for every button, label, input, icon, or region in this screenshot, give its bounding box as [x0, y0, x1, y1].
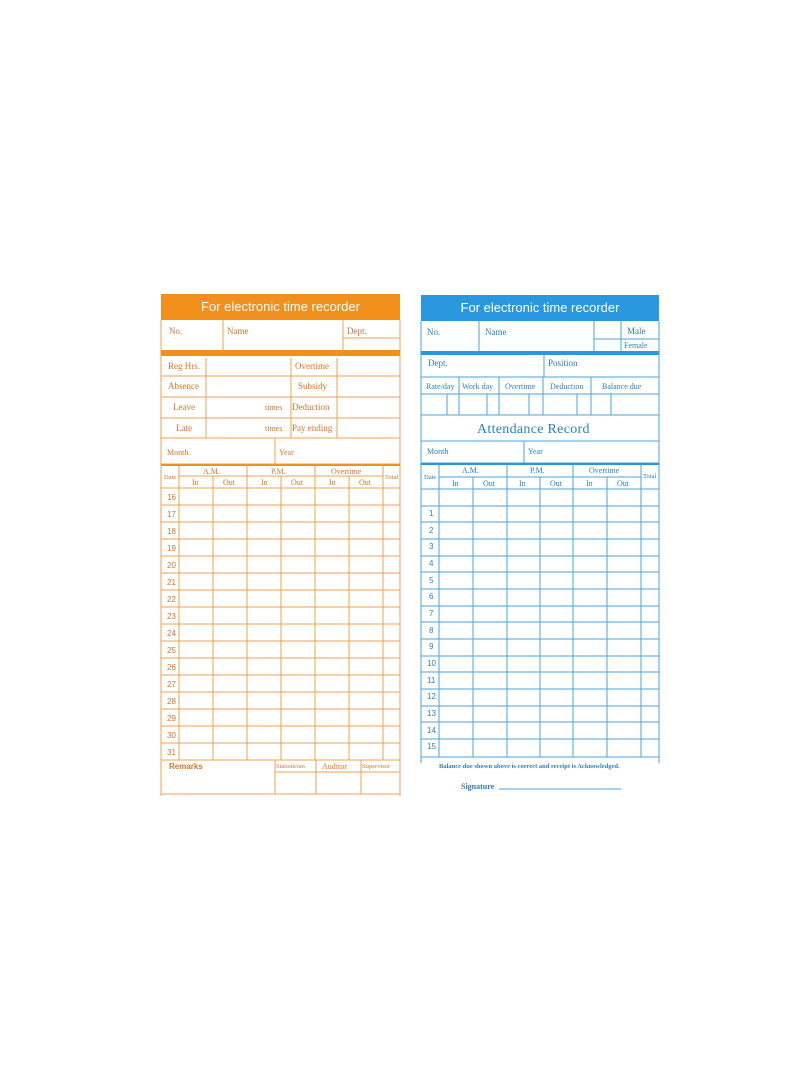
date-label: 20 — [167, 561, 176, 570]
pm-header: P.M. — [530, 466, 545, 475]
rate-day-label: Rate/day — [426, 382, 455, 391]
am-header: A.M. — [462, 466, 479, 475]
date-label: 24 — [167, 629, 176, 638]
deduction-label: Deduction — [292, 402, 330, 412]
leave-label: Leave — [173, 402, 195, 412]
time-card-blue — [421, 295, 659, 795]
remarks-label: Remarks — [169, 762, 203, 771]
position-label: Position — [548, 358, 578, 368]
total-column-header: Total — [385, 474, 399, 481]
date-column-header: Date — [424, 474, 437, 481]
date-label: 11 — [427, 676, 436, 685]
female-label: Female — [624, 341, 648, 350]
out-header: Out — [223, 478, 235, 487]
date-label: 17 — [167, 510, 176, 519]
date-label: 15 — [427, 742, 436, 751]
deduction-label: Deduction — [550, 382, 584, 391]
date-label: 3 — [429, 542, 434, 551]
attendance-record-title: Attendance Record — [477, 422, 590, 437]
card-header: For electronic time recorder — [421, 295, 659, 321]
date-label: 26 — [167, 663, 176, 672]
time-card-orange — [161, 294, 400, 796]
date-label: 4 — [429, 559, 434, 568]
date-label: 19 — [167, 544, 176, 553]
date-label: 30 — [167, 731, 176, 740]
date-column-header: Date — [164, 474, 177, 481]
absence-label: Absence — [168, 381, 199, 391]
date-label: 5 — [429, 576, 434, 585]
out-header: Out — [359, 478, 371, 487]
in-header: In — [261, 478, 268, 487]
no-label: No. — [427, 327, 441, 337]
overtime-column-header: Overtime — [589, 466, 620, 475]
pm-header: P.M. — [271, 467, 286, 476]
date-label: 21 — [167, 578, 176, 587]
out-header: Out — [550, 479, 562, 488]
date-label: 9 — [429, 642, 434, 651]
reg-hrs-label: Reg Hrs. — [168, 361, 200, 371]
times-label: times — [265, 403, 283, 412]
date-label: 22 — [167, 595, 176, 604]
date-label: 12 — [427, 692, 436, 701]
statistician-label: Statistician — [276, 763, 305, 770]
total-column-header: Total — [643, 473, 657, 480]
out-header: Out — [483, 479, 495, 488]
work-day-label: Work day — [462, 382, 494, 391]
date-label: 31 — [167, 748, 176, 757]
auditor-label: Auditor — [322, 762, 347, 771]
male-label: Male — [627, 326, 646, 336]
card-grid — [421, 295, 659, 795]
times-label: times — [265, 424, 283, 433]
subsidy-label: Subsidy — [298, 381, 328, 391]
dept-label: Dept. — [428, 358, 448, 368]
year-label: Year — [528, 447, 543, 456]
date-label: 2 — [429, 526, 434, 535]
date-label: 7 — [429, 609, 434, 618]
date-label: 29 — [167, 714, 176, 723]
am-header: A.M. — [203, 467, 220, 476]
date-label: 1 — [429, 509, 434, 518]
in-header: In — [192, 478, 199, 487]
dept-label: Dept. — [347, 326, 367, 336]
acknowledgement-text: Balance due shown above is correct and receipt is Acknowledged. — [439, 763, 620, 770]
date-label: 6 — [429, 592, 434, 601]
date-label: 23 — [167, 612, 176, 621]
overtime-label: Overtime — [295, 361, 329, 371]
date-label: 10 — [427, 659, 436, 668]
no-label: No. — [169, 326, 183, 336]
supervisor-label: Supervisor — [362, 763, 391, 770]
date-label: 13 — [427, 709, 436, 718]
in-header: In — [519, 479, 526, 488]
out-header: Out — [617, 479, 629, 488]
name-label: Name — [485, 327, 507, 337]
date-label: 25 — [167, 646, 176, 655]
pay-ending-label: Pay ending — [292, 423, 333, 433]
balance-due-label: Balance due — [602, 382, 642, 391]
date-label: 18 — [167, 527, 176, 536]
late-label: Late — [176, 423, 192, 433]
overtime-column-header: Overtime — [331, 467, 362, 476]
name-label: Name — [227, 326, 249, 336]
date-label: 14 — [427, 726, 436, 735]
month-label: Month — [167, 448, 189, 457]
signature-label: Signature — [461, 782, 495, 791]
year-label: Year — [279, 448, 294, 457]
overtime-label: Overtime — [505, 382, 536, 391]
date-label: 16 — [167, 493, 176, 502]
date-label: 8 — [429, 626, 434, 635]
in-header: In — [329, 478, 336, 487]
in-header: In — [452, 479, 459, 488]
in-header: In — [586, 479, 593, 488]
month-label: Month — [427, 447, 449, 456]
date-label: 27 — [167, 680, 176, 689]
out-header: Out — [291, 478, 303, 487]
card-header: For electronic time recorder — [161, 294, 400, 320]
date-label: 28 — [167, 697, 176, 706]
